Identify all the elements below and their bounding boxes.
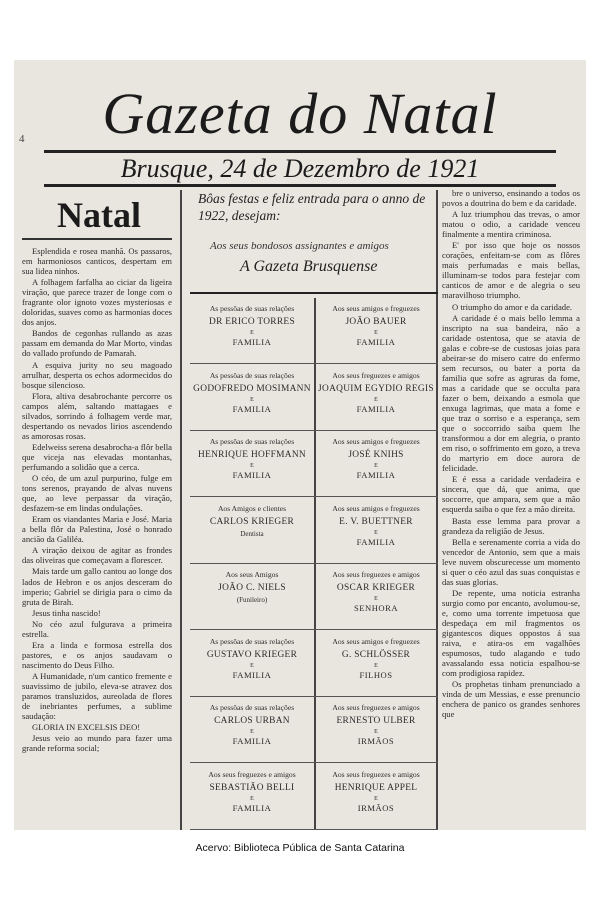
article-paragraph: Jesus veio ao mundo para fazer uma grande reforma social; xyxy=(22,733,172,754)
article-paragraph: A folhagem farfalha ao ciciar da ligeira viração, que parece trazer de longe com o fragrante olor ignoto vozes mysteriosas e doloridas, suaves como as harmonias doces dos anjos. xyxy=(22,277,172,328)
article-left-column xyxy=(22,246,172,830)
article-paragraph: Mais tarde um gallo cantou ao longe dos lados de Hebron e os anjos desceram do imperio; Gabriel se dirigia para o cimo da gruta de Birah. xyxy=(22,566,172,607)
ad-name: E. V. BUETTNER xyxy=(339,516,413,527)
greeting-ad xyxy=(190,431,314,497)
ad-family: FAMILIA xyxy=(356,403,396,414)
article-paragraph: Bandos de cegonhas rullando as azas passam em demanda do Mar Morto, vindas do vallado profundo de Pamarah. xyxy=(22,328,172,359)
greeting-ad xyxy=(314,564,438,630)
article-paragraph: O céo, de um azul purpurino, fulge em tons serenos, prayando de alvas nuvens que, ao leve perpassar da viração, desfazem-se em lindas ondulações. xyxy=(22,473,172,514)
ad-family: FAMILIA xyxy=(232,403,272,414)
ad-conjunction: E xyxy=(374,596,378,602)
ad-intro: Aos seus amigos e freguezes xyxy=(332,304,420,313)
greeting-ad xyxy=(314,697,438,763)
ad-conjunction: E xyxy=(250,662,254,669)
article-paragraph: Jesus tinha nascido! xyxy=(32,607,101,618)
margin-mark: 4 xyxy=(19,133,25,145)
article-paragraph: Flora, altiva desabrochante percorre os campos além, saltando mattagaes e silvados, sorrindo á folhagem verde mar, despertando os nevados lirios ascendendo as amorosas rosas. xyxy=(22,390,172,441)
ad-conjunction: E xyxy=(374,529,378,536)
article-paragraph: No céo azul fulgurava a primeira estrella. xyxy=(22,618,172,639)
ad-name: GODOFREDO MOSIMANN xyxy=(193,383,311,394)
ad-conjunction: E xyxy=(374,729,378,735)
ad-name: GUSTAVO KRIEGER xyxy=(206,649,298,660)
article-paragraph: Basta esse lemma para provar a grandeza da religião de Jesus. xyxy=(442,515,580,536)
greeting-signature: A Gazeta Brusquense xyxy=(240,258,378,275)
ad-family: FAMILIA xyxy=(356,536,396,547)
ad-intro: Aos seus freguezes e amigos xyxy=(332,769,420,779)
greeting-ad xyxy=(314,498,438,564)
article-right-column xyxy=(442,188,580,828)
ad-family: FAMILIA xyxy=(232,337,272,347)
article-paragraph: A caridade é o mais bello lemma a inscripto na sua bandeira, não a caridade ostentosa, que se atavia de galas e cobre-se de custosas joias para abeirar-se do misero catre do enfermo sem recursos, ou bater a porta da familia que sofre as agruras da fome, mas a caridade que se occulta para fazer o bem, deixando a esmola que enxuga lagrimas, que mata a fome e que traz o sorriso e a esperança, sem que o soccorrido saiba quem lhe transformou a dor em alegria, o pranto em riso, o soffrimento em gozo, a treva do martyrio em doce aurora de felicidade. xyxy=(442,312,580,474)
ad-conjunction: E xyxy=(374,795,378,802)
ad-intro: As pessôas de suas relações xyxy=(209,703,295,712)
ad-family: SENHORA xyxy=(353,603,399,613)
ad-conjunction: E xyxy=(250,729,254,735)
ad-name: JOSÉ KNIHS xyxy=(348,450,404,460)
dateline: Brusque, 24 de Dezembro de 1921 xyxy=(120,154,480,183)
ad-family: FAMILIA xyxy=(232,736,272,746)
greeting-ad xyxy=(190,764,314,830)
article-paragraph: A Humanidade, n'um cantico fremente e suavissimo de jubilo, eleva-se atravez dos paramos transluzidos, aureolada de flores de inebriantes perfumes, a sublime saudação: xyxy=(22,670,172,722)
article-paragraph: bre o universo, ensinando a todos os povos a doutrina do bem e da caridade. xyxy=(442,188,580,209)
ad-name: CARLOS URBAN xyxy=(214,716,290,726)
ad-family: FAMILIA xyxy=(232,669,272,680)
ad-family: FAMILIA xyxy=(232,470,272,480)
ad-intro: Aos seus freguezes e amigos xyxy=(332,370,420,380)
ad-intro: Aos Amigos e clientes xyxy=(217,503,287,513)
masthead-rule-bottom xyxy=(44,184,556,187)
ad-family: IRMÃOS xyxy=(357,736,395,746)
article-paragraph: De repente, uma noticia estranha surgio como por encanto, avolumou-se, e, como uma torrente impetuosa que despedaça em mil fragmentos os gigantescos diques oppostos á sua raiva, e atira-os em vagalhões espumosos, tudo alagando e tudo avassalando essa noticia espalhou-se com prodigiosa rapidez. xyxy=(442,587,580,679)
ad-name: JOÃO BAUER xyxy=(345,317,407,327)
ad-intro: As pessôas de suas relações xyxy=(209,636,295,646)
article-paragraph: A viração deixou de agitar as frondes das oliveiras que começavam a florescer. xyxy=(22,545,172,566)
newspaper-page xyxy=(14,60,586,830)
greeting-headline: Bôas festas e feliz entrada para o anno de 1922, desejam: xyxy=(198,191,426,223)
article-paragraph: Era a linda e formosa estrella dos pastores, e os anjos saudavam o nascimento do Deus Filho. xyxy=(22,639,172,670)
ad-name: HENRIQUE APPEL xyxy=(334,782,418,793)
column-divider-left xyxy=(180,190,182,830)
greeting-ad xyxy=(314,764,438,830)
ad-intro: Aos seus amigos e freguezes xyxy=(332,503,420,513)
article-paragraph: GLORIA IN EXCELSIS DEO! xyxy=(32,722,141,733)
article-paragraph: O triumpho do amor e da caridade. xyxy=(452,301,573,312)
ad-intro: Aos seus freguezes e amigos xyxy=(208,769,296,779)
greeting-ad xyxy=(190,564,314,630)
article-title: Natal xyxy=(57,195,141,235)
ad-intro: Aos seus amigos e freguezes xyxy=(332,437,420,446)
ad-family: IRMÃOS xyxy=(357,802,395,813)
ad-conjunction: E xyxy=(374,463,378,469)
article-paragraph: Bella e serenamente corria a vida do vencedor de Antonio, sem que a mais leve nuvem obscurecesse um momento si quer o céo azul das suas conquistas e das suas glorias. xyxy=(442,536,580,587)
ad-intro: As pessôas de suas relações xyxy=(209,437,295,446)
ad-family: FAMILIA xyxy=(356,337,396,347)
ad-name: DR ERICO TORRES xyxy=(209,317,295,327)
article-paragraph: E' por isso que hoje os nossos corações, enfeitam-se com as flôres mais perfumadas e mais bellas, illuminam-se todos para festejar com canticos de amor e de alegria o seu maravilhoso triumpho. xyxy=(442,240,580,301)
article-paragraph: Eram os viandantes Maria e José. Maria a bella flôr da Palestina, José o honrado ancião da Galiléa. xyxy=(22,514,172,545)
greeting-ad xyxy=(190,697,314,763)
ad-intro: As pessôas de suas relações xyxy=(209,304,295,313)
article-paragraph: A esquiva jurity no seu magoado arrulhar, desperta os echos adormecidos do bosque silencioso. xyxy=(22,359,172,390)
greetings-ads-grid xyxy=(190,298,438,830)
title-divider xyxy=(22,238,172,240)
greeting-rule xyxy=(190,292,438,294)
ad-name: OSCAR KRIEGER xyxy=(336,583,416,593)
ad-conjunction: E xyxy=(250,396,254,403)
ad-intro: Aos seus freguezes e amigos xyxy=(332,570,420,579)
greeting-ad xyxy=(190,498,314,564)
article-paragraph: Os prophetas tinham prenunciado a vinda de um Messias, e esse prenuncio enchera de panico os grandes senhores que xyxy=(442,679,580,720)
ad-conjunction: E xyxy=(374,330,378,336)
ad-name: G. SCHLÖSSER xyxy=(341,649,411,660)
archive-credit: Acervo: Biblioteca Pública de Santa Catarina xyxy=(195,842,405,854)
masthead-rule-top xyxy=(44,150,556,153)
greeting-ad xyxy=(314,365,438,431)
greeting-ad xyxy=(190,365,314,431)
ad-conjunction: E xyxy=(250,330,254,336)
ad-name: CARLOS KRIEGER xyxy=(209,516,295,527)
ad-family: FILHOS xyxy=(359,669,393,680)
ad-conjunction: E xyxy=(250,795,254,802)
ad-name: SEBASTIÃO BELLI xyxy=(209,782,295,793)
ad-conjunction: E xyxy=(250,463,254,469)
article-paragraph: Edelweiss serena desabrocha-a flôr bella que viceja nas elevadas montanhas, perfumando a solidão que a cerca. xyxy=(22,441,172,472)
article-paragraph: E é essa a caridade verdadeira e sincera, que dá, que anima, que soccorre, que ampara, sem que a mão esquerda saiba o que fez a mão direita. xyxy=(442,474,580,515)
greeting-ad xyxy=(314,298,438,364)
greeting-ad xyxy=(190,298,314,364)
ad-name: HENRIQUE HOFFMANN xyxy=(198,450,306,460)
ad-intro: Aos seus Amigos xyxy=(225,570,279,579)
ad-intro: As pessôas de suas relações xyxy=(209,370,295,380)
masthead-title: Gazeta do Natal xyxy=(102,81,498,146)
greeting-ad xyxy=(314,631,438,697)
ad-intro: Aos seus freguezes e amigos xyxy=(332,703,420,712)
ad-family: FAMILIA xyxy=(356,470,396,480)
greeting-recipients: Aos seus bondosos assignantes e amigos xyxy=(210,240,389,252)
ad-name: JOAQUIM EGYDIO REGIS xyxy=(318,383,434,394)
ad-name: ERNESTO ULBER xyxy=(336,716,416,726)
greeting-ad xyxy=(314,431,438,497)
article-paragraph: A luz triumphou das trevas, o amor matou o odio, a caridade venceu finalmente a mentira criminosa. xyxy=(442,209,580,240)
greeting-ad xyxy=(190,631,314,697)
ad-conjunction: E xyxy=(374,396,378,403)
ad-family: (Funileiro) xyxy=(236,596,268,604)
ad-family: Dentista xyxy=(240,529,264,538)
ad-name: JOÃO C. NIELS xyxy=(218,583,286,593)
ad-intro: Aos seus amigos e freguezes xyxy=(332,636,420,646)
ad-conjunction: E xyxy=(374,662,378,669)
ad-family: FAMILIA xyxy=(232,802,272,813)
article-paragraph: Esplendida e rosea manhã. Os passaros, em harmoniosos canticos, despertam em sua lidea ninhos. xyxy=(22,246,172,277)
